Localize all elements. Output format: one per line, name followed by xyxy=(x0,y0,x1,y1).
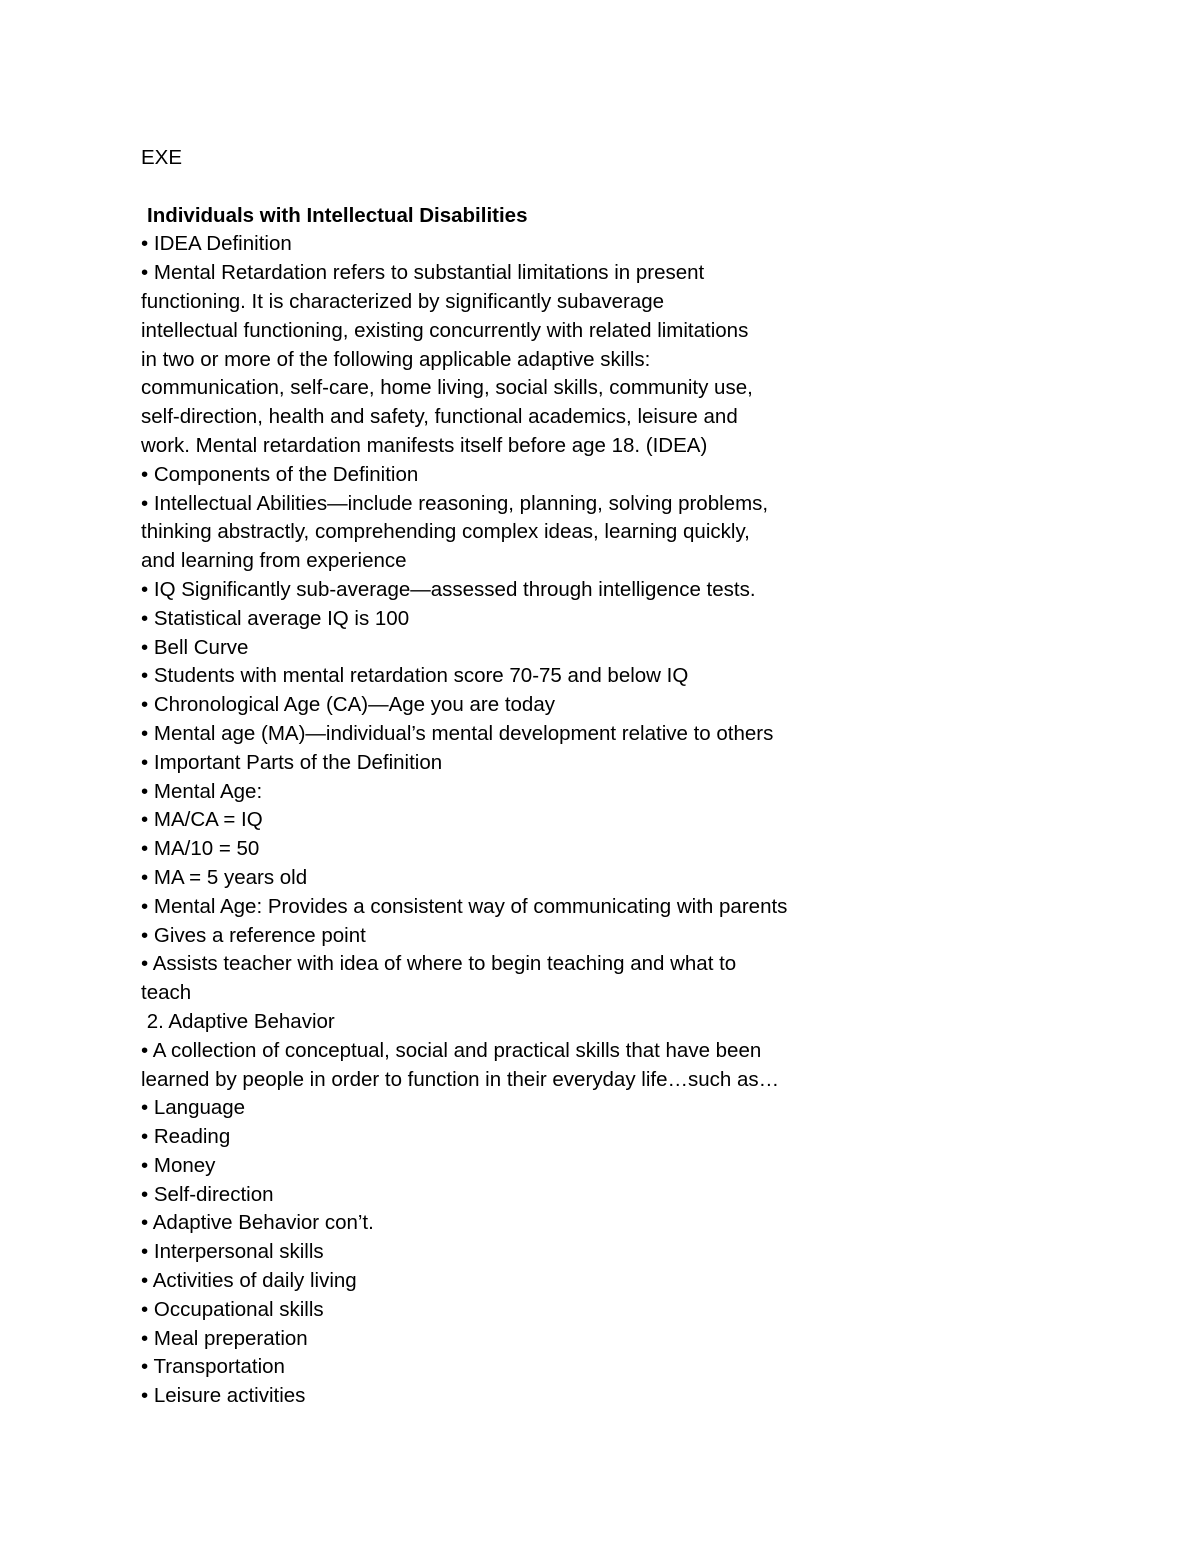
text-line: • Mental Retardation refers to substantial limitations in present xyxy=(141,261,705,285)
document-body xyxy=(141,144,861,1411)
text-line: • Components of the Definition xyxy=(141,462,419,486)
document-header: EXE xyxy=(141,146,183,169)
text-line: work. Mental retardation manifests itself before age 18. (IDEA) xyxy=(141,433,708,457)
document-title: Individuals with Intellectual Disabilities xyxy=(147,203,528,227)
text-line: • Intellectual Abilities—include reasoning, planning, solving problems, xyxy=(141,491,769,515)
text-line: • Assists teacher with idea of where to begin teaching and what to xyxy=(141,952,737,976)
text-line: • Meal preperation xyxy=(141,1326,308,1350)
text-line: • Mental Age: xyxy=(141,779,263,803)
text-line: • Statistical average IQ is 100 xyxy=(141,606,410,630)
text-line: • MA/CA = IQ xyxy=(141,808,263,832)
text-line: self-direction, health and safety, functional academics, leisure and xyxy=(141,405,738,429)
text-line: teach xyxy=(141,981,192,1005)
text-line: communication, self-care, home living, social skills, community use, xyxy=(141,376,753,400)
section-heading: 2. Adaptive Behavior xyxy=(141,1009,335,1033)
text-line: functioning. It is characterized by significantly subaverage xyxy=(141,289,665,313)
text-line: • Bell Curve xyxy=(141,635,249,659)
text-line: • IDEA Definition xyxy=(141,232,292,256)
text-line: • Activities of daily living xyxy=(141,1269,357,1293)
text-line: • Language xyxy=(141,1096,246,1120)
text-line: • Occupational skills xyxy=(141,1297,324,1321)
text-line: • Adaptive Behavior con’t. xyxy=(141,1211,374,1235)
text-line: • Mental age (MA)—individual’s mental development relative to others xyxy=(141,721,774,745)
blank-line xyxy=(141,173,861,202)
text-line: learned by people in order to function in their everyday life…such as… xyxy=(141,1067,780,1091)
text-line: • MA = 5 years old xyxy=(141,865,308,889)
text-line: • Money xyxy=(141,1153,216,1177)
text-line: • MA/10 = 50 xyxy=(141,837,260,861)
text-line: • Interpersonal skills xyxy=(141,1240,324,1264)
text-line: • Transportation xyxy=(141,1355,285,1379)
text-line: • Gives a reference point xyxy=(141,923,366,947)
text-line: • A collection of conceptual, social and practical skills that have been xyxy=(141,1038,762,1062)
text-line: intellectual functioning, existing concurrently with related limitations xyxy=(141,318,749,342)
text-line: • Important Parts of the Definition xyxy=(141,750,443,774)
text-line: • IQ Significantly sub-average—assessed through intelligence tests. xyxy=(141,577,756,601)
text-line: and learning from experience xyxy=(141,549,407,573)
text-line: in two or more of the following applicable adaptive skills: xyxy=(141,347,651,371)
text-line: • Chronological Age (CA)—Age you are today xyxy=(141,693,555,717)
text-line: thinking abstractly, comprehending complex ideas, learning quickly, xyxy=(141,520,750,544)
text-line: • Reading xyxy=(141,1125,231,1149)
text-line: • Students with mental retardation score 70-75 and below IQ xyxy=(141,664,689,688)
text-line: • Self-direction xyxy=(141,1182,274,1206)
text-line: • Mental Age: Provides a consistent way of communicating with parents xyxy=(141,894,788,918)
text-line: • Leisure activities xyxy=(141,1384,306,1408)
